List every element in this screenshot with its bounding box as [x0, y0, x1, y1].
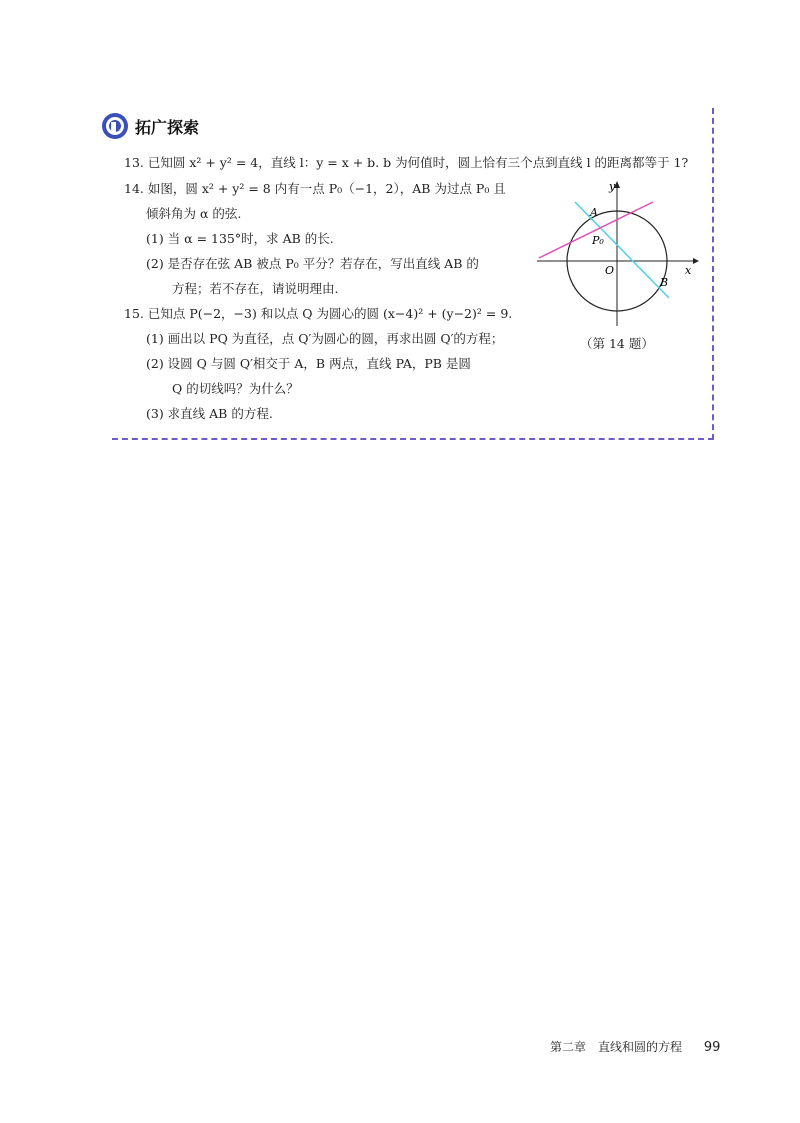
section-logo-icon	[101, 112, 129, 140]
chapter-title: 第二章 直线和圆的方程	[550, 1040, 683, 1054]
problem-14-part-2: (2) 是否存在弦 AB 被点 P₀ 平分？若存在，写出直线 AB 的	[146, 256, 479, 271]
problem-15: 15. 已知点 P(−2，−3) 和以点 Q 为圆心的圆 (x−4)² + (y−2)² = 9.	[124, 306, 513, 321]
problem-15-part-1: (1) 画出以 PQ 为直径，点 Q′为圆心的圆，再求出圆 Q′的方程；	[146, 331, 504, 346]
problem-14-cont: 倾斜角为 α 的弦.	[146, 206, 242, 221]
point-p0-label: P₀	[592, 234, 604, 247]
page-number: 99	[703, 1040, 721, 1055]
problem-15-part-2-cont: Q 的切线吗？为什么？	[172, 381, 299, 396]
problem-14: 14. 如图，圆 x² + y² = 8 内有一点 P₀（−1，2），AB 为过点 P₀ 且	[124, 181, 506, 196]
problem-14-part-1: (1) 当 α = 135°时，求 AB 的长.	[146, 231, 334, 246]
y-axis-label: y	[609, 180, 616, 193]
origin-label: O	[605, 264, 615, 277]
problem-14-part-2-cont: 方程；若不存在，请说明理由.	[172, 281, 339, 296]
section-title: 拓广探索	[135, 117, 200, 137]
section-header	[101, 112, 199, 140]
x-axis-arrow-icon	[693, 258, 699, 264]
x-axis-label: x	[685, 264, 692, 277]
problem-15-part-3: (3) 求直线 AB 的方程.	[146, 406, 273, 421]
point-a-label: A	[590, 206, 598, 219]
figure-14	[535, 178, 700, 338]
figure-caption: （第 14 题）	[580, 336, 654, 351]
point-b-label: B	[660, 276, 669, 289]
problem-13: 13. 已知圆 x² + y² = 4，直线 l：y = x + b. b 为何值时，圆上恰有三个点到直线 l 的距离都等于 1?	[124, 155, 689, 170]
page-footer	[550, 1038, 720, 1055]
problem-15-part-2: (2) 设圆 Q 与圆 Q′相交于 A，B 两点，直线 PA，PB 是圆	[146, 356, 471, 371]
